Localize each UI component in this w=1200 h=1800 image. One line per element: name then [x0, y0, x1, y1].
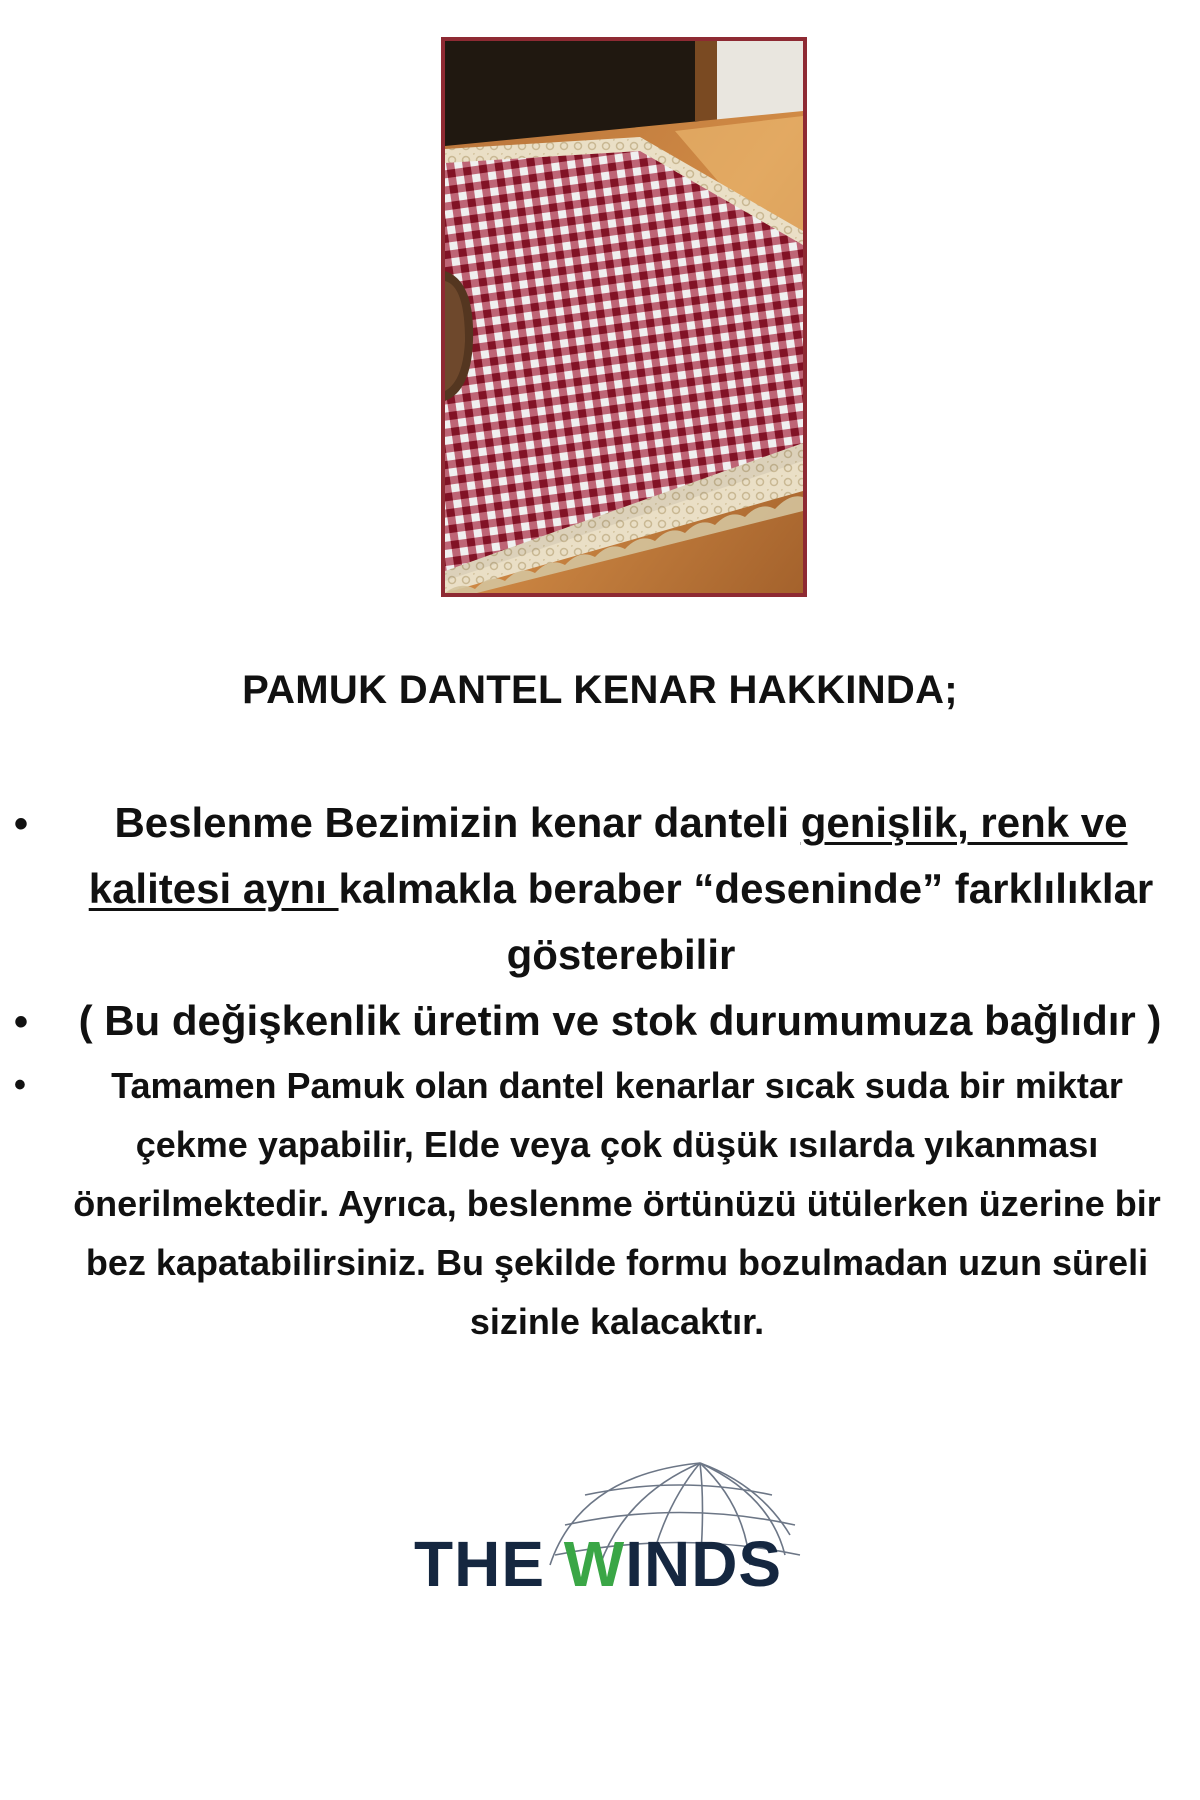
bullet-text: ( Bu değişkenlik üretim ve stok durumumuza bağlıdır ) — [78, 997, 1162, 1044]
info-bullet-list — [0, 790, 1200, 1351]
product-photo — [441, 37, 807, 597]
brand-name — [414, 1527, 782, 1601]
brand-name-part-2: INDS — [625, 1528, 783, 1600]
list-item — [0, 988, 1200, 1054]
brand-name-w: W — [563, 1528, 626, 1600]
brand-logo — [400, 1455, 810, 1615]
bullet-text-underlined: genişlik, renk ve kalitesi aynı — [88, 799, 1128, 912]
bullet-text-after: kalmakla beraber “deseninde” farklılıklar gösterebilir — [338, 865, 1154, 978]
list-item — [0, 790, 1200, 988]
brand-name-part-1: THE — [414, 1528, 564, 1600]
section-heading: PAMUK DANTEL KENAR HAKKINDA; — [242, 668, 958, 712]
bullet-icon: • — [14, 1000, 29, 1044]
bullet-text-before: Beslenme Bezimizin kenar danteli — [114, 799, 801, 846]
list-item — [0, 1056, 1200, 1351]
bullet-icon: • — [14, 1066, 26, 1104]
bullet-text: Tamamen Pamuk olan dantel kenarlar sıcak suda bir miktar çekme yapabilir, Elde veya çok düşük ısılarda yıkanması önerilmektedir. Ayrıca, beslenme örtünüzü ütülerken üzerine bir bez kapatabilirsiniz. Bu şekilde formu bozulmadan uzun süreli sizinle kalacaktır. — [73, 1065, 1161, 1342]
bullet-icon: • — [14, 802, 29, 846]
gingham-tablecloth-image — [445, 41, 803, 593]
